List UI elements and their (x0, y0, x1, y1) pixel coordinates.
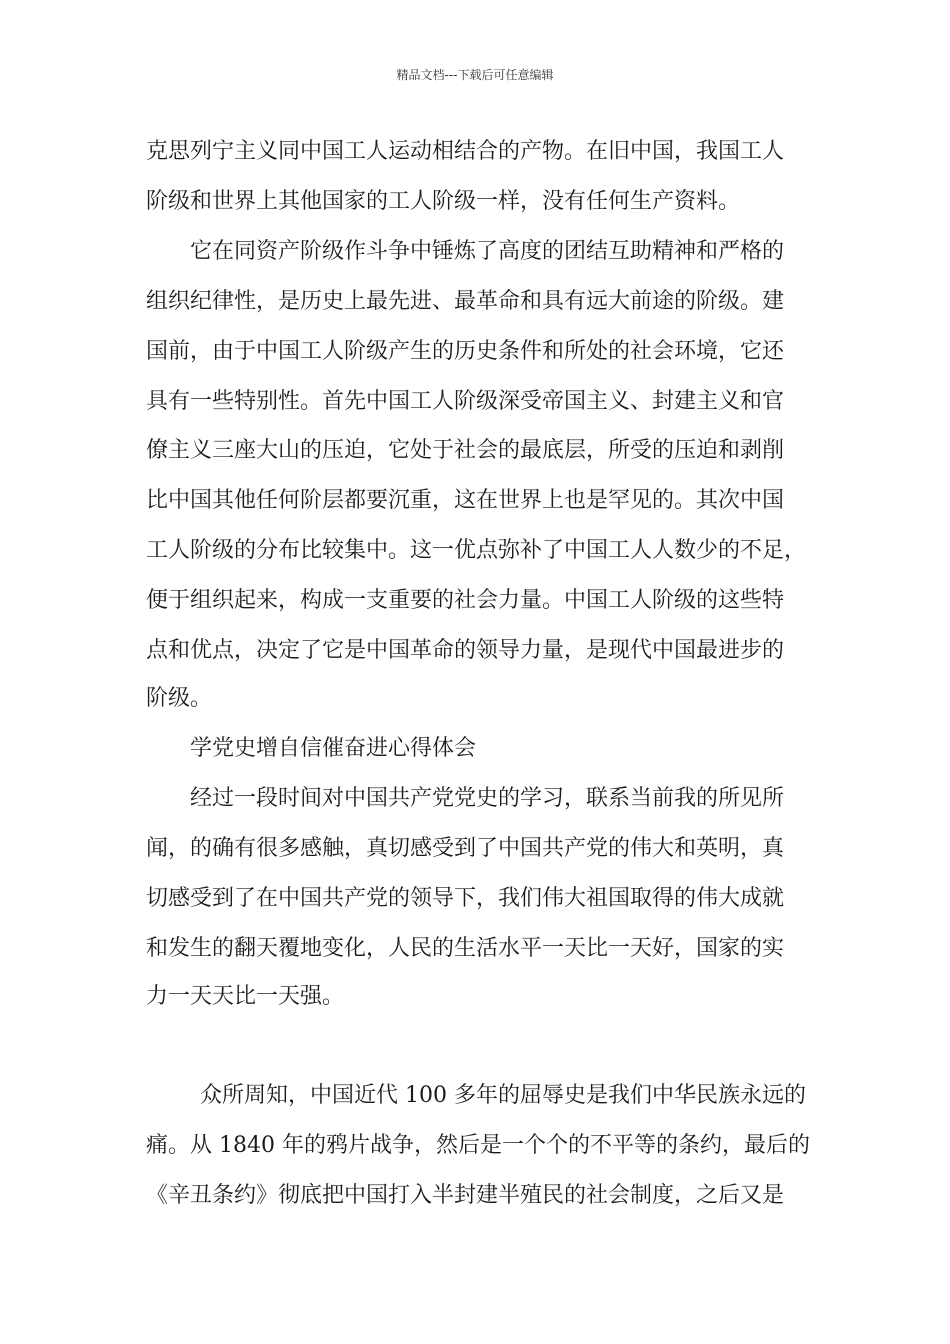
text-line: 国前，由于中国工人阶级产生的历史条件和所处的社会环境，它还 (146, 339, 785, 364)
text-line: 点和优点，决定了它是中国革命的领导力量，是现代中国最进步的 (146, 638, 785, 663)
text-line: 和发生的翻天覆地变化，人民的生活水平一天比一天好，国家的实 (146, 936, 785, 961)
text-line: 僚主义三座大山的压迫，它处于社会的最底层，所受的压迫和剥削 (146, 438, 785, 463)
text-line: 《辛丑条约》彻底把中国打入半封建半殖民的社会制度，之后又是 (146, 1183, 785, 1208)
text-line: 组织纪律性，是历史上最先进、最革命和具有远大前途的阶级。建 (146, 289, 785, 314)
text-line: 切感受到了在中国共产党的领导下，我们伟大祖国取得的伟大成就 (146, 886, 785, 911)
text-line: 力一天天比一天强。 (146, 984, 345, 1009)
text-line: 经过一段时间对中国共产党党史的学习，联系当前我的所见所 (190, 786, 785, 811)
text-line: 众所周知，中国近代 100 多年的屈辱史是我们中华民族永远的 (200, 1083, 806, 1108)
text-line: 它在同资产阶级作斗争中锤炼了高度的团结互助精神和严格的 (190, 239, 785, 264)
text-line: 便于组织起来，构成一支重要的社会力量。中国工人阶级的这些特 (146, 588, 785, 613)
text-line: 痛。从 1840 年的鸦片战争，然后是一个个的不平等的条约，最后的 (146, 1133, 810, 1158)
text-line: 阶级。 (146, 686, 213, 711)
section-heading: 学党史增自信催奋进心得体会 (190, 736, 477, 761)
text-line: 工人阶级的分布比较集中。这一优点弥补了中国工人人数少的不足， (146, 538, 807, 563)
text-line: 克思列宁主义同中国工人运动相结合的产物。在旧中国，我国工人 (146, 139, 785, 164)
text-line: 比中国其他任何阶层都要沉重，这在世界上也是罕见的。其次中国 (146, 488, 785, 513)
text-line: 阶级和世界上其他国家的工人阶级一样，没有任何生产资料。 (146, 189, 741, 214)
page-header: 精品文档---下载后可任意编辑 (396, 68, 554, 82)
text-line: 闻，的确有很多感触，真切感受到了中国共产党的伟大和英明，真 (146, 836, 785, 861)
text-line: 具有一些特别性。首先中国工人阶级深受帝国主义、封建主义和官 (146, 389, 785, 414)
